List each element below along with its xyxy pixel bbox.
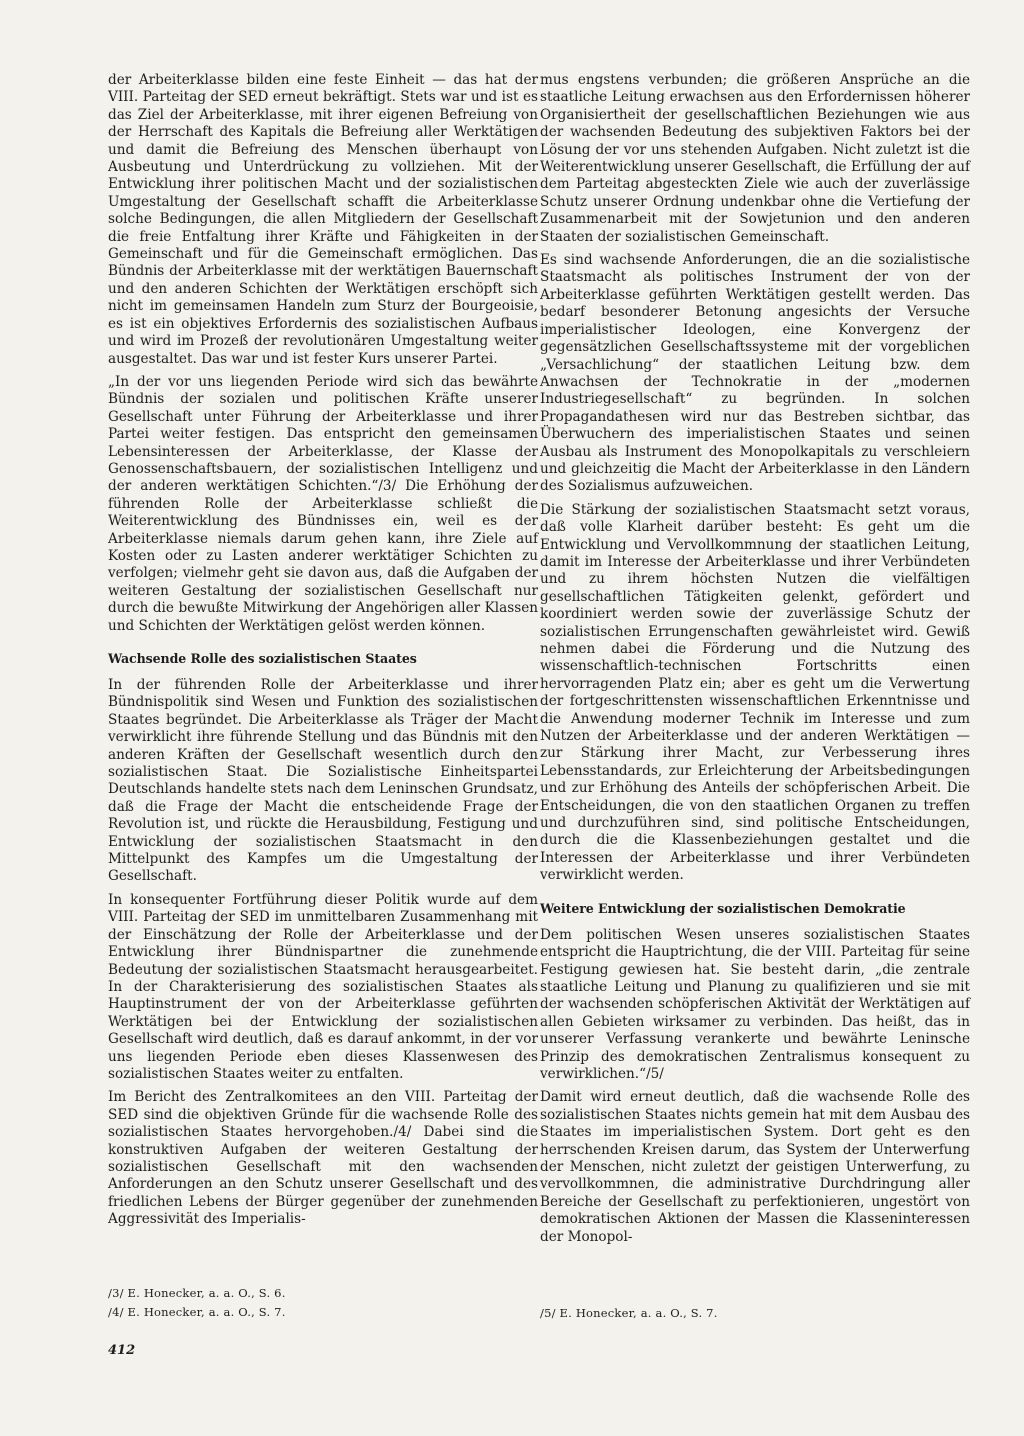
page-number: 412 bbox=[108, 1343, 136, 1358]
paragraph: Damit wird erneut deutlich, daß die wachsende Rolle des sozialistischen Staates nichts gemein hat mit dem Ausbau des Staates im imperialistischen System. Dort geht es den herrschenden Kreisen darum, das System der Unterwerfung der Menschen, nicht zuletzt der geistigen Unterwerfung, zu vervollkommnen, die administrative Durchdringung aller Bereiche der Gesellschaft zu perfektionieren, ungestört von demokratischen Aktionen der Massen die Klasseninteressen der Monopol- bbox=[540, 1089, 970, 1245]
footnote: /3/ E. Honecker, a. a. O., S. 6. bbox=[108, 1286, 286, 1300]
paragraph: „In der vor uns liegenden Periode wird sich das bewährte Bündnis der sozialen und politischen Kräfte unserer Gesellschaft unter Führung der Arbeiterklasse und ihrer Partei weiter festigen. Das entspricht den gemeinsamen Lebensinteressen der Arbeiterklasse, der Klasse der Genossenschaftsbauern, der sozialistischen Intelligenz und der anderen werktätigen Schichten.“/3/ Die Erhöhung der führenden Rolle der Arbeiterklasse schließt die Weiterentwicklung des Bündnisses ein, weil es der Arbeiterklasse niemals darum gehen kann, ihre Ziele auf Kosten oder zu Lasten anderer werktätiger Schichten zu verfolgen; vielmehr geht sie davon aus, daß die Aufgaben der weiteren Gestaltung der sozialistischen Gesellschaft nur durch die bewußte Mitwirkung der Angehörigen aller Klassen und Schichten der Werktätigen gelöst werden können. bbox=[108, 373, 538, 634]
right-column bbox=[540, 72, 970, 1252]
section-heading: Weitere Entwicklung der sozialistischen Demokratie bbox=[540, 900, 906, 916]
paragraph: mus engstens verbunden; die größeren Ansprüche an die staatliche Leitung erwachsen aus den Erfordernissen höherer Organisiertheit der gesellschaftlichen Beziehungen wie aus der wachsenden Bedeutung des subjektiven Faktors bei der Lösung der vor uns stehenden Aufgaben. Nicht zuletzt ist die Weiterentwicklung unserer Gesellschaft, die Erfüllung der auf dem Parteitag abgesteckten Ziele wie auch der zuverlässige Schutz unserer Ordnung undenkbar ohne die Vertiefung der Zusammenarbeit mit der Sowjetunion und den anderen Staaten der sozialistischen Gemeinschaft. bbox=[540, 72, 970, 245]
paragraph: Im Bericht des Zentralkomitees an den VIII. Parteitag der SED sind die objektiven Gründe für die wachsende Rolle des sozialistischen Staates hervorgehoben./4/ Dabei sind die konstruktiven Aufgaben der weiteren Gestaltung der sozialistischen Gesellschaft mit den wachsenden Anforderungen an den Schutz unserer Gesellschaft und des friedlichen Lebens der Bürger gegenüber der zunehmenden Aggressivität des Imperialis- bbox=[108, 1089, 538, 1228]
paragraph: Es sind wachsende Anforderungen, die an die sozialistische Staatsmacht als politisches Instrument der von der Arbeiterklasse geführten Werktätigen gestellt werden. Das bedarf besonderer Betonung angesichts der Versuche imperialistischer Ideologen, eine Konvergenz der gegensätzlichen Gesellschaftssysteme mit der vorgeblichen „Versachlichung“ der staatlichen Leitung bzw. dem Anwachsen der Technokratie in der „modernen Industriegesellschaft“ zu begründen. In solchen Propagandathesen wird nur das Bestreben sichtbar, das Überwuchern des imperialistischen Staates und seinen Ausbau als Instrument des Monopolkapitals zu verschleiern und gleichzeitig die Macht der Arbeiterklasse in den Ländern des Sozialismus aufzuweichen. bbox=[540, 252, 970, 495]
paragraph: In der führenden Rolle der Arbeiterklasse und ihrer Bündnispolitik sind Wesen und Funktion des sozialistischen Staates begründet. Die Arbeiterklasse als Träger der Macht verwirklicht ihre führende Stellung und das Bündnis mit den anderen Kräften der Gesellschaft wesentlich durch den sozialistischen Staat. Die Sozialistische Einheitspartei Deutschlands handelte stets nach dem Leninschen Grundsatz, daß die Frage der Macht die entscheidende Frage der Revolution ist, und rückte die Herausbildung, Festigung und Entwicklung der sozialistischen Staatsmacht in den Mittelpunkt des Kampfes um die Umgestaltung der Gesellschaft. bbox=[108, 677, 538, 885]
section-heading: Wachsende Rolle des sozialistischen Staates bbox=[108, 651, 417, 666]
left-column bbox=[108, 72, 538, 1235]
footnotes-left bbox=[108, 1286, 538, 1324]
paragraph: Dem politischen Wesen unseres sozialistischen Staates entspricht die Hauptrichtung, die der VIII. Parteitag für seine Festigung gewiesen hat. Sie besteht darin, „die zentrale staatliche Leitung und Planung zu qualifizieren und sie mit der wachsenden schöpferischen Aktivität der Werktätigen auf allen Gebieten wirksamer zu verbinden. Das heißt, das in unserer Verfassung verankerte und bewährte Leninsche Prinzip des demokratischen Zentralismus konsequent zu verwirklichen.“/5/ bbox=[540, 926, 970, 1082]
footnotes-right bbox=[540, 1306, 970, 1325]
footnote: /4/ E. Honecker, a. a. O., S. 7. bbox=[108, 1305, 286, 1319]
paragraph: In konsequenter Fortführung dieser Politik wurde auf dem VIII. Parteitag der SED im unmittelbaren Zusammenhang mit der Einschätzung der Rolle der Arbeiterklasse und der Entwicklung ihrer Bündnispartner die zunehmende Bedeutung der sozialistischen Staatsmacht herausgearbeitet. In der Charakterisierung des sozialistischen Staates als Hauptinstrument der von der Arbeiterklasse geführten Werktätigen bei der Entwicklung der sozialistischen Gesellschaft wird deutlich, daß es darauf ankommt, in der vor uns liegenden Periode eben dieses Klassenwesen des sozialistischen Staates weiter zu entfalten. bbox=[108, 891, 538, 1082]
paragraph: Die Stärkung der sozialistischen Staatsmacht setzt voraus, daß volle Klarheit darüber besteht: Es geht um die Entwicklung und Vervollkommnung der staatlichen Leitung, damit im Interesse der Arbeiterklasse und ihrer Verbündeten und zu ihrem höchsten Nutzen die vielfältigen gesellschaftlichen Tätigkeiten gelenkt, gefördert und koordiniert werden sowie der zuverlässige Schutz der sozialistischen Errungenschaften gewährleistet wird. Gewiß nehmen dabei die Förderung und die Nutzung des wissenschaftlich-technischen Fortschritts einen hervorragenden Platz ein; aber es geht um die Verwertung der fortgeschrittensten wissenschaftlichen Erkenntnisse und die Anwendung moderner Technik im Interesse und zum Nutzen der Arbeiterklasse und der anderen Werktätigen — zur Stärkung ihrer Macht, zur Verbesserung ihres Lebensstandards, zur Erleichterung der Arbeitsbedingungen und zur Erhöhung des Anteils der schöpferischen Arbeit. Die Entscheidungen, die von den staatlichen Organen zu treffen und durchzuführen sind, sind politische Entscheidungen, durch die die Klassenbeziehungen gestaltet und die Interessen der Arbeiterklasse und ihrer Verbündeten verwirklicht werden. bbox=[540, 501, 970, 884]
paragraph: der Arbeiterklasse bilden eine feste Einheit — das hat der VIII. Parteitag der SED erneut bekräftigt. Stets war und ist es das Ziel der Arbeiterklasse, mit ihrer eigenen Befreiung von der Herrschaft des Kapitals die Befreiung aller Werktätigen und damit die Befreiung des Menschen überhaupt von Ausbeutung und Unterdrückung zu vollziehen. Mit der Entwicklung ihrer politischen Macht und der sozialistischen Umgestaltung der Gesellschaft schafft die Arbeiterklasse solche Bedingungen, die allen Mitgliedern der Gesellschaft die freie Entfaltung ihrer Kräfte und Fähigkeiten in der Gemeinschaft und für die Gemeinschaft ermöglichen. Das Bündnis der Arbeiterklasse mit der werktätigen Bauernschaft und den anderen Schichten der Werktätigen erschöpft sich nicht im gemeinsamen Handeln zum Sturz der Bourgeoisie, es ist ein objektives Erfordernis des sozialistischen Aufbaus und wird im Prozeß der revolutionären Umgestaltung weiter ausgestaltet. Das war und ist fester Kurs unserer Partei. bbox=[108, 72, 538, 367]
footnote: /5/ E. Honecker, a. a. O., S. 7. bbox=[540, 1306, 718, 1320]
